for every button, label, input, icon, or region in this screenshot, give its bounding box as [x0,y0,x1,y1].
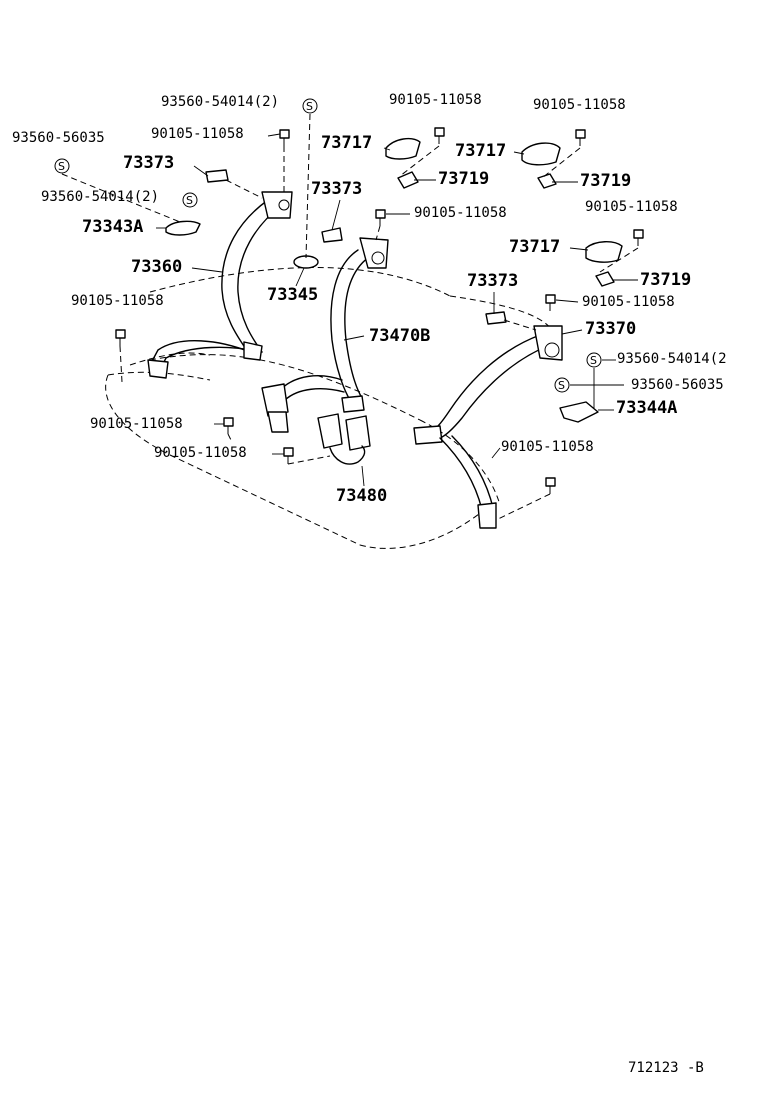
bolt-icon [116,330,125,346]
svg-text:S: S [58,160,65,173]
part-label-73343A: 73343A [82,217,144,237]
seal-icon [303,99,317,113]
part-label-73719: 73719 [438,169,490,189]
seal-icon [183,193,197,207]
part-label-73344A: 73344A [616,398,678,418]
part-label-90105-11058: 90105-11058 [414,205,507,221]
part-label-73373: 73373 [311,179,363,199]
figure-code: 712123 -B [628,1060,704,1076]
part-label-73345: 73345 [267,285,319,305]
part-label-73373: 73373 [123,153,175,173]
bolt-icon [546,478,555,494]
part-label-73370: 73370 [585,319,637,339]
right-outer-belt [414,326,562,528]
part-label-90105-11058: 90105-11058 [585,199,678,215]
seal-icon [555,378,569,392]
seal-icon [55,159,69,173]
part-label-73717: 73717 [455,141,507,161]
svg-text:S: S [306,100,313,113]
part-label-90105-11058: 90105-11058 [90,416,183,432]
part-label-73360: 73360 [131,257,183,277]
bolt-icon [280,130,289,146]
part-label-90105-11058: 90105-11058 [389,92,482,108]
seal-icon [587,353,601,367]
part-label-90105-11058: 90105-11058 [151,126,244,142]
part-label-93560-54014: 93560-54014(2 [617,351,727,367]
part-label-93560-56035: 93560-56035 [12,130,105,146]
part-label-73373: 73373 [467,271,519,291]
bolt-icon [634,230,643,246]
part-label-73717: 73717 [509,237,561,257]
bolt-icon [435,128,444,144]
part-label-73470B: 73470B [369,326,431,346]
part-label-73719: 73719 [580,171,632,191]
part-label-90105-11058: 90105-11058 [154,445,247,461]
part-label-90105-11058: 90105-11058 [71,293,164,309]
part-label-73717: 73717 [321,133,373,153]
leader-lines [62,114,638,520]
buckle-set [318,414,370,464]
svg-text:S: S [186,194,193,207]
part-label-93560-56035: 93560-56035 [631,377,724,393]
bolt-icon [224,418,233,434]
bolt-icon [284,448,293,464]
part-label-90105-11058: 90105-11058 [533,97,626,113]
part-label-90105-11058: 90105-11058 [582,294,675,310]
svg-text:S: S [590,354,597,367]
part-label-73719: 73719 [640,270,692,290]
bolt-icon [376,210,385,226]
part-label-93560-54014: 93560-54014(2) [41,189,160,205]
bolt-icon [546,295,555,311]
part-label-93560-54014: 93560-54014(2) [161,94,280,110]
part-label-73480: 73480 [336,486,388,506]
bolt-icon [576,130,585,146]
part-label-90105-11058: 90105-11058 [501,439,594,455]
svg-text:S: S [558,379,565,392]
